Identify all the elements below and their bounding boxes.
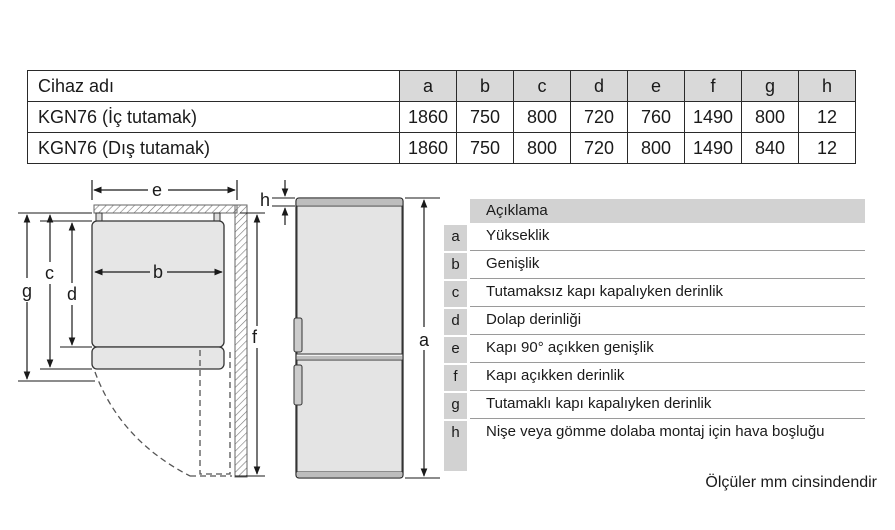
- upper-door: [297, 206, 402, 354]
- table-cell: 720: [571, 133, 628, 164]
- legend-key: a: [444, 225, 467, 251]
- legend-text: Genişlik: [470, 253, 865, 279]
- dim-label-d: d: [67, 284, 78, 304]
- table-cell: 1490: [685, 133, 742, 164]
- model-name: KGN76 (Dış tutamak): [28, 133, 400, 164]
- door-swing-arc: [95, 372, 190, 476]
- legend-text: Tutamaksız kapı kapalıyken derinlik: [470, 281, 865, 307]
- wall-top: [94, 205, 237, 213]
- dim-label-a: a: [419, 330, 430, 350]
- model-name: KGN76 (İç tutamak): [28, 102, 400, 133]
- legend-title: Açıklama: [470, 199, 865, 223]
- table-cell: 1490: [685, 102, 742, 133]
- legend-key: e: [444, 337, 467, 363]
- cabinet-body: [92, 221, 224, 347]
- column-header: d: [571, 71, 628, 102]
- upper-handle: [294, 318, 302, 352]
- table-cell: 12: [799, 102, 856, 133]
- legend-text: Kapı açıkken derinlik: [470, 365, 865, 391]
- legend-key: b: [444, 253, 467, 279]
- dim-label-h: h: [260, 190, 271, 210]
- wall-side: [235, 205, 247, 477]
- table-cell: 12: [799, 133, 856, 164]
- legend-text: Tutamaklı kapı kapalıyken derinlik: [470, 393, 865, 419]
- legend-item: [444, 309, 865, 335]
- legend-text: Nişe veya gömme dolaba montaj için hava boşluğu: [486, 423, 825, 440]
- column-header: g: [742, 71, 799, 102]
- legend-item: [444, 421, 865, 471]
- legend-item: [444, 253, 865, 279]
- units-footnote: Ölçüler mm cinsindendir: [705, 474, 877, 491]
- dim-label-b: b: [153, 262, 164, 282]
- legend-item: [444, 365, 865, 391]
- table-cell: 1860: [400, 102, 457, 133]
- legend-item: [444, 225, 865, 251]
- table-cell: 1860: [400, 133, 457, 164]
- legend-key: d: [444, 309, 467, 335]
- legend-key: f: [444, 365, 467, 391]
- legend-key: g: [444, 393, 467, 419]
- column-header: e: [628, 71, 685, 102]
- table-cell: 800: [514, 133, 571, 164]
- legend-key: c: [444, 281, 467, 307]
- legend-text: Kapı 90° açıkken genişlik: [470, 337, 865, 363]
- legend-text: Dolap derinliği: [470, 309, 865, 335]
- top-view: [18, 180, 265, 477]
- column-header: f: [685, 71, 742, 102]
- legend-text: Yükseklik: [470, 225, 865, 251]
- legend-item: [444, 393, 865, 419]
- table-cell: 750: [457, 102, 514, 133]
- table-cell: 840: [742, 133, 799, 164]
- device-name-header: Cihaz adı: [28, 71, 400, 102]
- column-header: b: [457, 71, 514, 102]
- legend-item: [444, 337, 865, 363]
- legend-item: [444, 281, 865, 307]
- lower-handle: [294, 365, 302, 405]
- door-closed: [92, 347, 224, 369]
- dim-label-e: e: [152, 180, 163, 200]
- table-cell: 800: [742, 102, 799, 133]
- dim-label-c: c: [45, 263, 54, 283]
- table-cell: 800: [628, 133, 685, 164]
- column-header: a: [400, 71, 457, 102]
- table-cell: 750: [457, 133, 514, 164]
- front-view: [260, 180, 440, 478]
- column-header: c: [514, 71, 571, 102]
- dim-label-g: g: [22, 281, 33, 301]
- legend: [444, 199, 865, 471]
- lower-door: [297, 360, 402, 472]
- dim-label-f: f: [252, 327, 258, 347]
- table-cell: 800: [514, 102, 571, 133]
- table-cell: 760: [628, 102, 685, 133]
- column-header: h: [799, 71, 856, 102]
- legend-key: h: [444, 421, 467, 471]
- table-cell: 720: [571, 102, 628, 133]
